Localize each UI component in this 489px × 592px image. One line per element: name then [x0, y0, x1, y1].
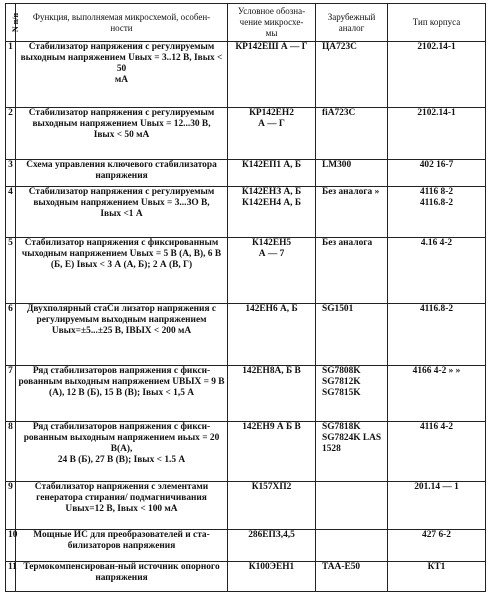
row-num: 1	[6, 42, 16, 108]
header-designation: Условное обозна- чение микросхе- мы	[228, 4, 316, 42]
row-case: 4116 8-2 4116.8-2	[388, 187, 486, 238]
row-function: Термокомпенсирован-ный источник опорного напряжения	[16, 562, 228, 592]
table-row	[6, 422, 486, 482]
row-analog: ЦА723С	[316, 42, 388, 108]
table-row	[6, 108, 486, 160]
row-analog	[316, 530, 388, 562]
table-row	[6, 42, 486, 108]
row-case: КТ1	[388, 562, 486, 592]
table-row	[6, 238, 486, 304]
row-num: 10	[6, 530, 16, 562]
row-designation: К100ЭЕН1	[228, 562, 316, 592]
row-case: 2102.14-1	[388, 42, 486, 108]
row-num: 11	[6, 562, 16, 592]
header-function: Функция, выполняемая микросхемой, особен- ности	[16, 4, 228, 42]
table-row	[6, 530, 486, 562]
row-analog: fiA723C	[316, 108, 388, 160]
header-case: Тип корпуса	[388, 4, 486, 42]
row-designation: К142ЕН5 А — 7	[228, 238, 316, 304]
row-num: 7	[6, 366, 16, 422]
row-function: Ряд стабилизаторов напряжения с фикси- рованным выходным напряжением UВЫХ = 9 В (А), 12 В (Б), 15 В (В); Iвых < 1,5 А	[16, 366, 228, 422]
row-designation: 142ЕН6 А, Б	[228, 304, 316, 366]
row-function: Схема управления ключевого стабилизатора напряжения	[16, 160, 228, 187]
row-case: 427 6-2	[388, 530, 486, 562]
row-function: Стабилизатор напряжения с регулируемым выходным напряжением Uвых = 3...ЗО В, Iвых <1 А	[16, 187, 228, 238]
table-row	[6, 562, 486, 592]
row-case: 4116 4-2	[388, 422, 486, 482]
row-num: 4	[6, 187, 16, 238]
table-row	[6, 304, 486, 366]
row-function: Мощные ИС для преобразователей и ста- билизаторов напряжения	[16, 530, 228, 562]
row-case: 402 16-7	[388, 160, 486, 187]
row-case: 4116.8-2	[388, 304, 486, 366]
row-function: Стабилизатор напряжения с фиксированным чыходным напряжением Uвых = 5 В (А, В), 6 В (Б, Е) Iвых < 3 А (А, Б); 2 А (В, Г)	[16, 238, 228, 304]
table-row	[6, 482, 486, 530]
row-designation: 142ЕН8А, Б В	[228, 366, 316, 422]
row-case: 2102.14-1	[388, 108, 486, 160]
row-analog: Без аналога	[316, 238, 388, 304]
row-analog	[316, 482, 388, 530]
row-function: Стабилизатор напряжения с элементами генератора стирания/ подмагничивания Uвых=12 В, Iвых < 100 мА	[16, 482, 228, 530]
row-designation: 142ЕН9 А Б В	[228, 422, 316, 482]
row-num: 9	[6, 482, 16, 530]
row-function: Ряд стабилизаторов напряжения с фикси- рованным выходным напряжением иьых = 20 В(А), 24 В (Б), 27 В (В); Iвых < 1.5 А	[16, 422, 228, 482]
row-designation: КР142ЕН2 А — Г	[228, 108, 316, 160]
row-function: Стабилизатор напряжения с регулируемым выходным напряжением Uвых = 3..12 В, Iвых < 50 мА	[16, 42, 228, 108]
table-row	[6, 187, 486, 238]
row-case: 4166 4-2 » »	[388, 366, 486, 422]
row-analog: LM300	[316, 160, 388, 187]
row-analog: SG1501	[316, 304, 388, 366]
table-row	[6, 160, 486, 187]
row-case: 4.16 4-2	[388, 238, 486, 304]
row-function: Стабилизатор напряжения с регулируемым выходным напряжением Uвых = 12...30 В, Iвых < 50 мА	[16, 108, 228, 160]
header-analog: Зарубежный аналог	[316, 4, 388, 42]
row-designation: К157ХП2	[228, 482, 316, 530]
row-designation: К142ЕНЗ А, Б К142ЕН4 А, Б	[228, 187, 316, 238]
row-num: 3	[6, 160, 16, 187]
row-num: 8	[6, 422, 16, 482]
header-num: N п/п	[6, 4, 16, 42]
component-table	[5, 3, 486, 592]
row-analog: Без аналога »	[316, 187, 388, 238]
row-designation: К142ЕП1 А, Б	[228, 160, 316, 187]
row-designation: КР142ЕШ А — Г	[228, 42, 316, 108]
row-function: Двухполярный стаСи лизатор напряжения с регулируемым выходным напряжением Uвых=±5...±25 В, IВЫХ < 200 мА	[16, 304, 228, 366]
row-analog: ТАА-Е50	[316, 562, 388, 592]
row-analog: SG7818K SG7824K LAS 1528	[316, 422, 388, 482]
row-case: 201.14 — 1	[388, 482, 486, 530]
table-row	[6, 366, 486, 422]
row-num: 2	[6, 108, 16, 160]
header-row	[6, 4, 486, 42]
row-analog: SG7808K SG7812K SG7815K	[316, 366, 388, 422]
row-num: 6	[6, 304, 16, 366]
row-num: 5	[6, 238, 16, 304]
component-table-wrapper	[5, 3, 486, 592]
row-designation: 286ЕПЗ,4,5	[228, 530, 316, 562]
